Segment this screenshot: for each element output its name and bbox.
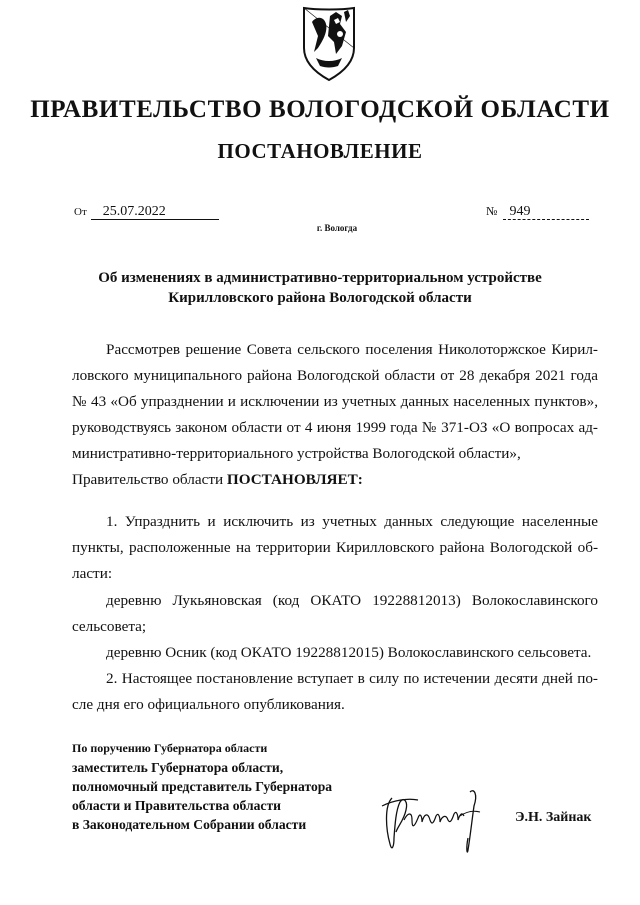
subject-line: Об изменениях в административно-территориальном устройстве bbox=[98, 270, 542, 286]
text-line: руководствуясь законом области от 4 июня 1999 года № 371-ОЗ «О вопросах ад- bbox=[72, 419, 598, 436]
date-field bbox=[74, 204, 219, 220]
paragraph-village-2 bbox=[72, 640, 598, 666]
organization-title: ПРАВИТЕЛЬСТВО ВОЛОГОДСКОЙ ОБЛАСТИ bbox=[30, 96, 610, 123]
document-subject bbox=[0, 268, 640, 308]
paragraph-item-1 bbox=[72, 509, 598, 587]
number-prefix: № bbox=[486, 204, 498, 218]
resolves-keyword: ПОСТАНОВЛЯЕТ: bbox=[226, 471, 363, 488]
text-regular: Правительство области bbox=[72, 471, 227, 488]
city-label: г. Вологда bbox=[316, 223, 358, 233]
document-type: ПОСТАНОВЛЕНИЕ bbox=[217, 139, 423, 163]
signer-block bbox=[72, 739, 332, 834]
signer-line: заместитель Губернатора области, bbox=[72, 760, 284, 775]
signer-name: Э.Н. Зайнак bbox=[515, 810, 592, 825]
text-line: ласти: bbox=[72, 565, 113, 582]
text-line: 2. Настоящее постановление вступает в силу по истечении десяти дней по- bbox=[106, 670, 598, 687]
text-line: деревню Осник (код ОКАТО 19228812015) Волокославинского сельсовета. bbox=[106, 644, 592, 661]
signer-line: полномочный представитель Губернатора bbox=[72, 779, 333, 794]
text-line: сельсовета; bbox=[72, 618, 147, 635]
paragraph-village-1 bbox=[72, 588, 598, 640]
text-line: деревню Лукьяновская (код ОКАТО 19228812013) Волокославинского bbox=[106, 592, 598, 609]
handwritten-signature bbox=[374, 786, 494, 858]
date-prefix: От bbox=[74, 206, 87, 218]
paragraph-item-2 bbox=[72, 666, 598, 718]
text-line: ловского муниципального района Вологодской области от 28 декабря 2021 года bbox=[72, 367, 598, 384]
signer-line: По поручению Губернатора области bbox=[72, 741, 268, 755]
paragraph-preamble bbox=[72, 337, 598, 493]
text-line: Рассмотрев решение Совета сельского поселения Николоторжское Кирил- bbox=[106, 341, 598, 358]
number-field bbox=[486, 204, 589, 220]
number-value: 949 bbox=[503, 204, 589, 220]
signer-line: области и Правительства области bbox=[72, 798, 281, 813]
text-line: № 43 «Об упразднении и исключении из учетных данных населенных пунктов», bbox=[72, 393, 598, 410]
text-line: пункты, расположенные на территории Кирилловского района Вологодской об- bbox=[72, 539, 598, 556]
text-line: министративно-территориального устройства Вологодской области», bbox=[72, 445, 521, 462]
text-line: сле дня его официального опубликования. bbox=[72, 696, 345, 713]
text-line: 1. Упразднить и исключить из учетных данных следующие населенные bbox=[106, 513, 598, 530]
text-line bbox=[72, 467, 598, 493]
coat-of-arms-icon bbox=[298, 2, 360, 84]
signer-line: в Законодательном Собрании области bbox=[72, 817, 307, 832]
date-value: 25.07.2022 bbox=[91, 204, 219, 220]
subject-line: Кирилловского района Вологодской области bbox=[168, 290, 472, 306]
